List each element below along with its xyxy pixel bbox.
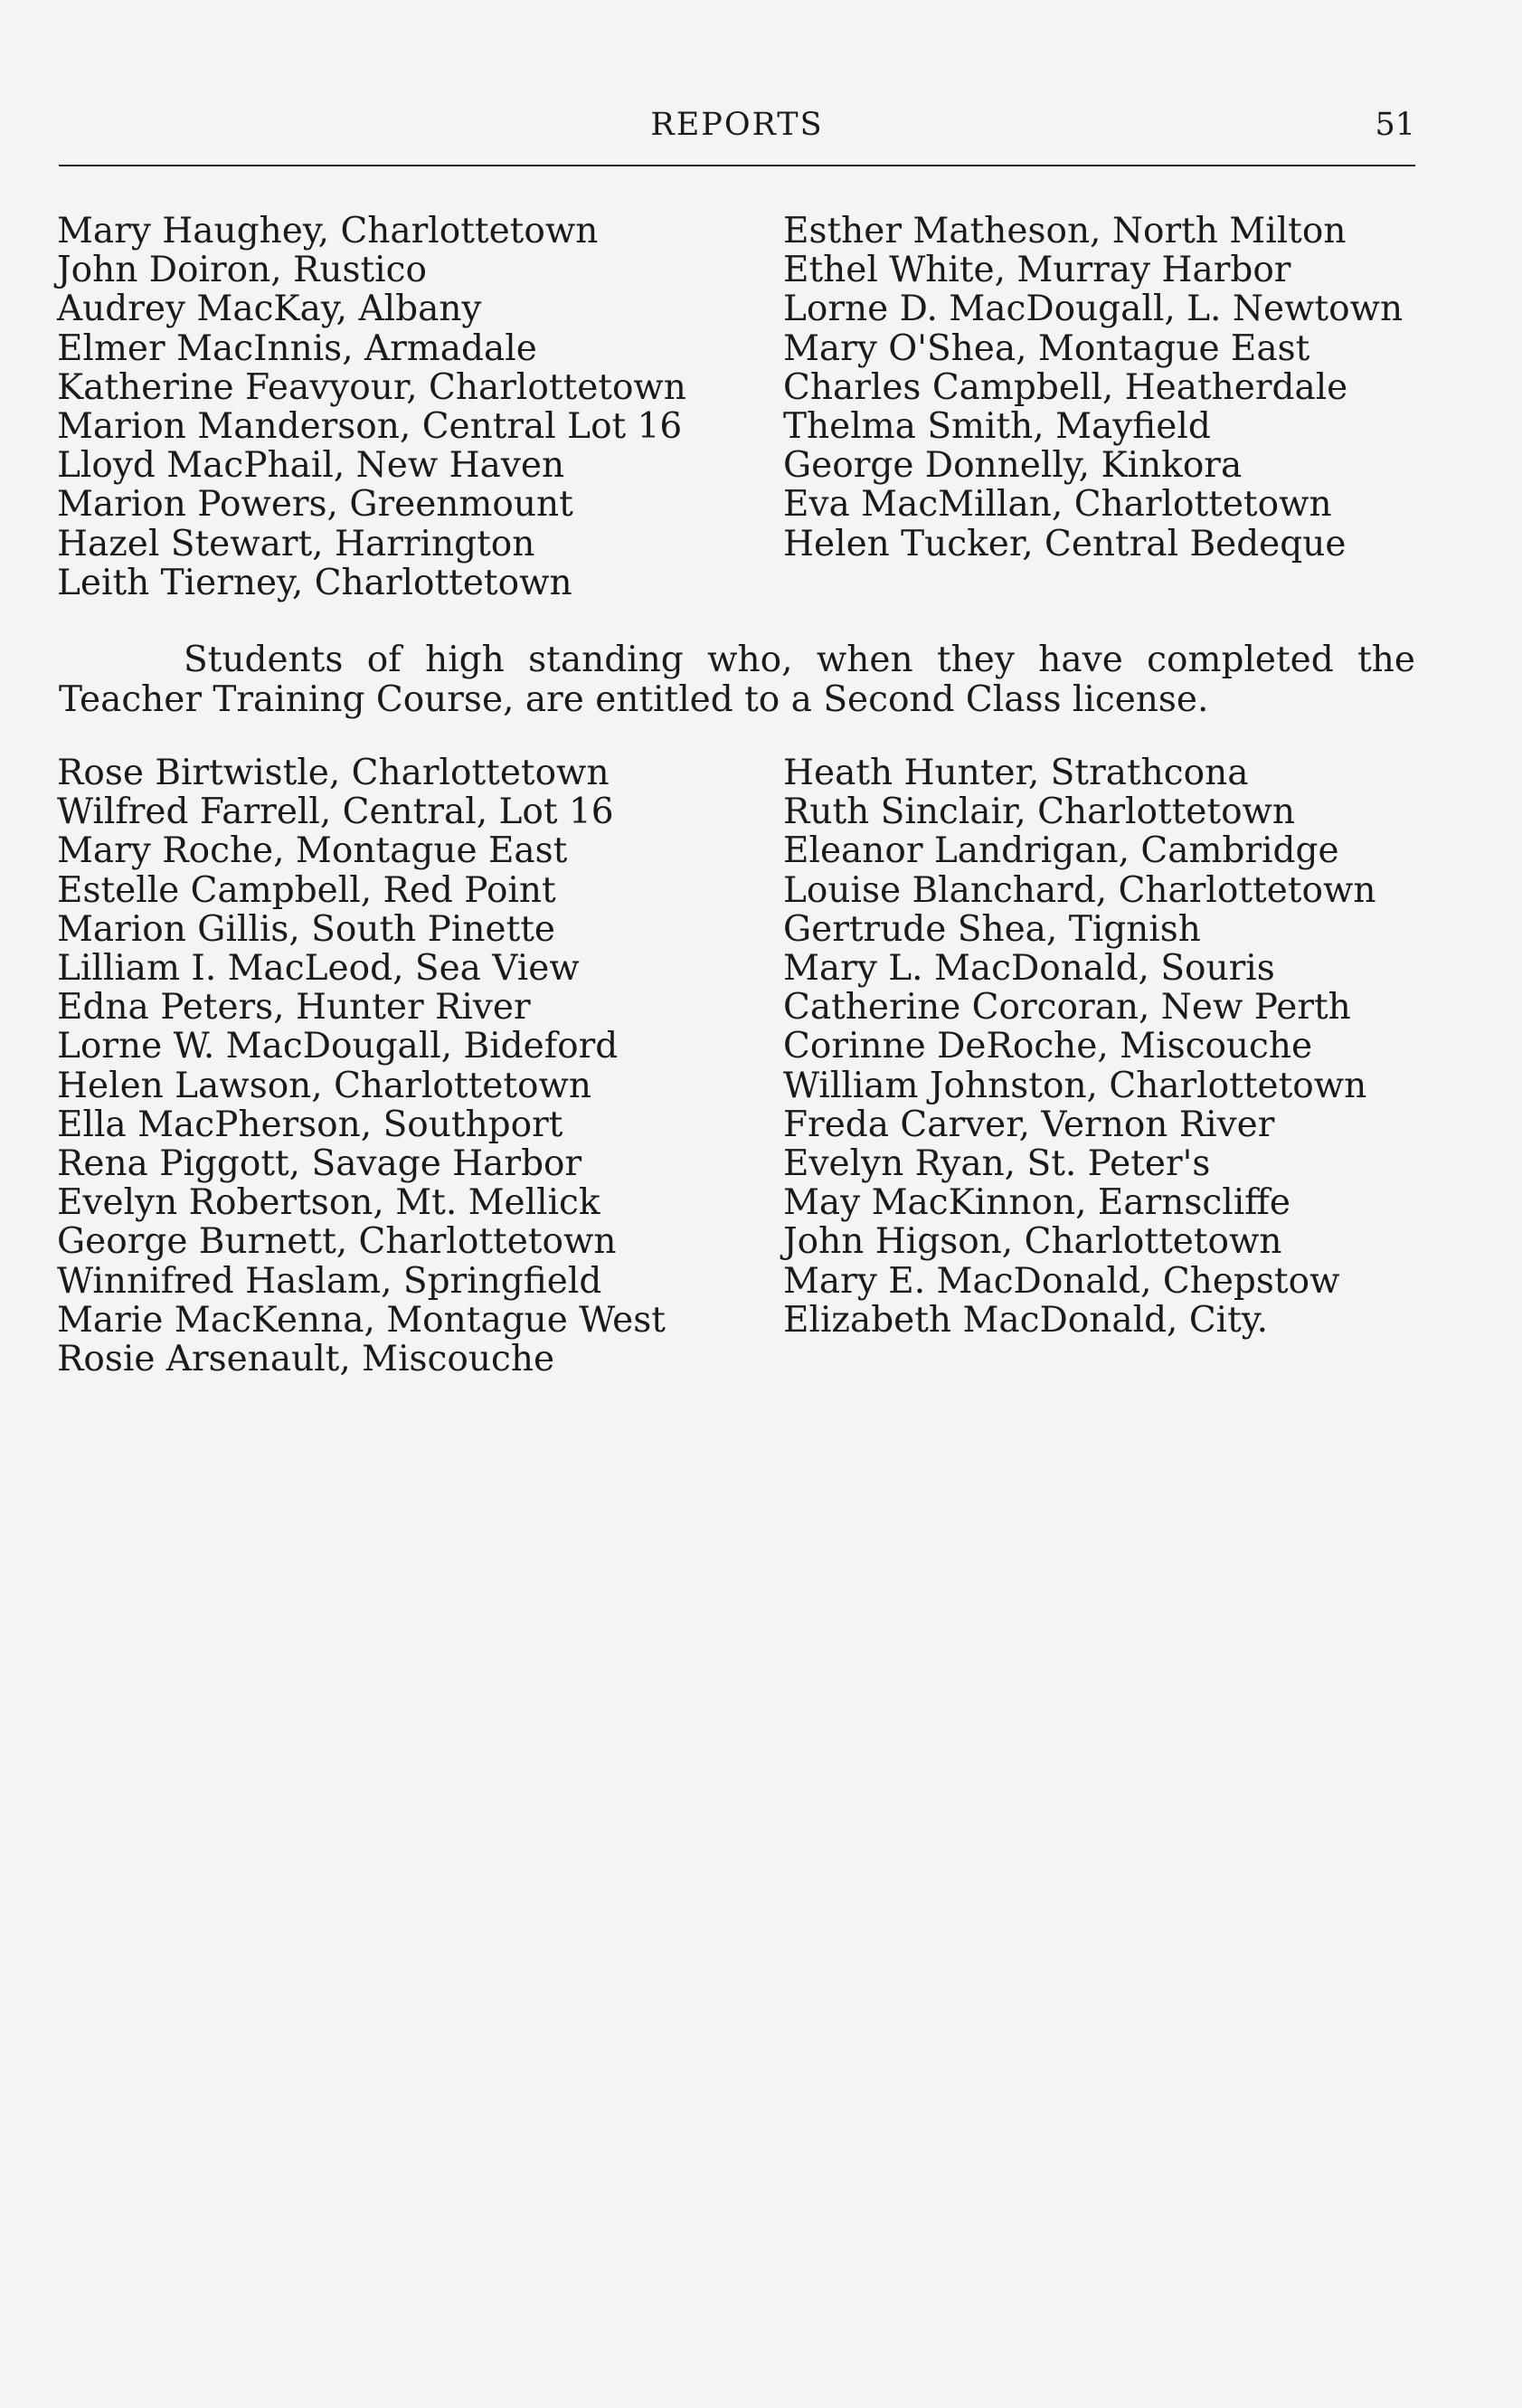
- list-item: Hazel Stewart, Harrington: [57, 523, 535, 564]
- list-item: Edna Peters, Hunter River: [57, 987, 531, 1029]
- list-item: Charles Campbell, Heatherdale: [783, 366, 1348, 408]
- paragraph-text: Students of high standing who, when they have completed the Teacher Training Course, are entitled to a Second Class license.: [59, 640, 1415, 720]
- list-item: Gertrude Shea, Tignish: [783, 908, 1201, 950]
- list-item: Mary Roche, Montague East: [57, 830, 568, 872]
- list-item: Rena Piggott, Savage Harbor: [57, 1143, 582, 1185]
- list-item: Esther Matheson, North Milton: [783, 211, 1347, 251]
- list-item: Audrey MacKay, Albany: [57, 289, 482, 330]
- list-item: Helen Lawson, Charlottetown: [57, 1065, 591, 1106]
- list-item: Estelle Campbell, Red Point: [57, 869, 556, 911]
- list-item: Elmer MacInnis, Armadale: [57, 327, 537, 369]
- list-item: Evelyn Ryan, St. Peter's: [783, 1143, 1211, 1185]
- list-item: Ruth Sinclair, Charlottetown: [783, 792, 1296, 833]
- list-item: Catherine Corcoran, New Perth: [783, 987, 1351, 1029]
- list-item: Evelyn Robertson, Mt. Mellick: [57, 1182, 600, 1224]
- list-item: Katherine Feavyour, Charlottetown: [57, 366, 686, 408]
- running-head: [59, 107, 1415, 154]
- list-item: Marion Powers, Greenmount: [57, 484, 573, 526]
- list-item: Corinne DeRoche, Miscouche: [783, 1026, 1313, 1067]
- list-item: Wilfred Farrell, Central, Lot 16: [57, 792, 614, 833]
- list-item: Freda Carver, Vernon River: [783, 1104, 1275, 1145]
- list-item: Winnifred Haslam, Springfield: [57, 1260, 602, 1302]
- name-list-2-left: [57, 754, 666, 1379]
- list-item: William Johnston, Charlottetown: [783, 1065, 1367, 1106]
- list-item: Eleanor Landrigan, Cambridge: [783, 830, 1339, 872]
- list-item: Marion Manderson, Central Lot 16: [57, 406, 683, 448]
- list-item: John Higson, Charlottetown: [783, 1221, 1282, 1263]
- list-item: Ethel White, Murray Harbor: [783, 250, 1291, 291]
- list-item: Lloyd MacPhail, New Haven: [57, 445, 565, 487]
- list-item: Heath Hunter, Strathcona: [783, 753, 1249, 793]
- list-item: Elizabeth MacDonald, City.: [783, 1299, 1269, 1341]
- name-list-1-right: [783, 212, 1403, 564]
- list-item: Lorne D. MacDougall, L. Newtown: [783, 289, 1404, 330]
- page-title: REPORTS: [650, 107, 824, 143]
- name-list-2-right: [783, 754, 1375, 1340]
- list-item: George Burnett, Charlottetown: [57, 1221, 617, 1263]
- list-item: Mary O'Shea, Montague East: [783, 327, 1310, 369]
- header-rule: [59, 165, 1415, 166]
- list-item: Lilliam I. MacLeod, Sea View: [57, 948, 580, 990]
- list-item: Marie MacKenna, Montague West: [57, 1299, 666, 1341]
- list-item: Thelma Smith, Mayfield: [783, 406, 1211, 448]
- list-item: George Donnelly, Kinkora: [783, 445, 1243, 487]
- list-item: Ella MacPherson, Southport: [57, 1104, 563, 1145]
- list-item: Mary Haughey, Charlottetown: [57, 211, 599, 251]
- list-item: John Doiron, Rustico: [57, 250, 427, 291]
- list-item: Marion Gillis, South Pinette: [57, 908, 555, 950]
- list-item: Rosie Arsenault, Miscouche: [57, 1339, 555, 1380]
- list-item: Helen Tucker, Central Bedeque: [783, 523, 1347, 564]
- page-number: 51: [1375, 107, 1415, 143]
- list-item: Rose Birtwistle, Charlottetown: [57, 753, 610, 793]
- list-item: Eva MacMillan, Charlottetown: [783, 484, 1332, 526]
- name-list-1-left: [57, 212, 686, 602]
- intro-paragraph: [59, 640, 1415, 720]
- list-item: Leith Tierney, Charlottetown: [57, 562, 572, 603]
- list-item: Mary L. MacDonald, Souris: [783, 948, 1275, 990]
- list-item: Lorne W. MacDougall, Bideford: [57, 1026, 619, 1067]
- list-item: Mary E. MacDonald, Chepstow: [783, 1260, 1340, 1302]
- list-item: Louise Blanchard, Charlottetown: [783, 869, 1376, 911]
- list-item: May MacKinnon, Earnscliffe: [783, 1182, 1290, 1224]
